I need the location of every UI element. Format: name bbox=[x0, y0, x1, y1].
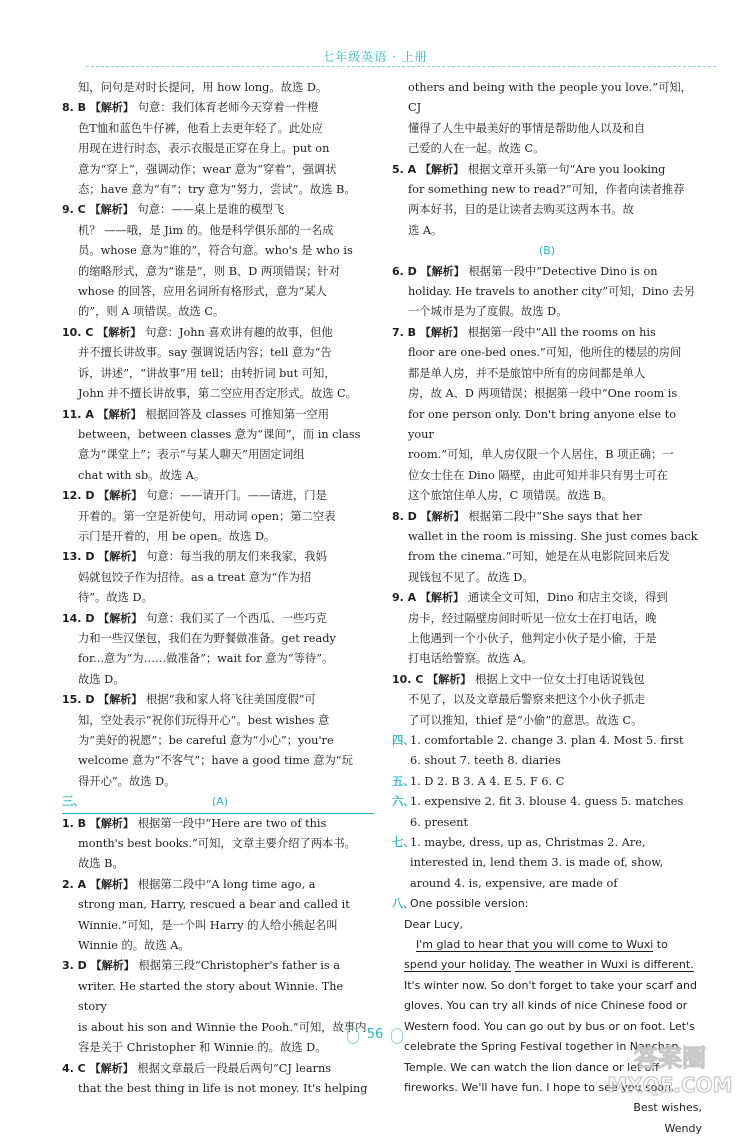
item-number: 2. A bbox=[62, 877, 91, 891]
item-number: 3. D bbox=[62, 959, 91, 973]
section-answers: 1. D 2. B 3. A 4. E 5. F 6. C bbox=[410, 774, 565, 788]
line-text: wallet in the room is missing. She just comes back bbox=[408, 529, 698, 543]
line-text: room.”可知，单人房仅限一个人居住，B 项正确；一 bbox=[408, 448, 674, 462]
section-answers: interested in, lend them 3. is made of, show, bbox=[410, 856, 664, 870]
line-text: strong man, Harry, rescued a bear and called it bbox=[78, 898, 350, 912]
answer-line bbox=[62, 609, 374, 629]
answer-line bbox=[62, 814, 374, 834]
essay-line: Temple. We can watch the lion dance or let off bbox=[404, 1060, 660, 1074]
essay-line: fireworks. We'll have fun. I hope to see you soon. bbox=[404, 1080, 675, 1094]
svg-text:答案圈: 答案圈 bbox=[634, 1044, 706, 1072]
essay-line: I'm glad to hear that you will come to Wuxi to bbox=[416, 938, 668, 952]
answer-line bbox=[62, 384, 374, 404]
line-text: 员。whose 意为“谁的”，符合句意。who's 是 who is bbox=[78, 244, 353, 258]
item-number: 14. D bbox=[62, 611, 99, 625]
answer-item bbox=[62, 405, 374, 487]
answer-line bbox=[62, 405, 374, 425]
answer-line bbox=[392, 139, 702, 159]
answer-item bbox=[392, 507, 702, 589]
answer-line bbox=[62, 1059, 374, 1079]
left-column bbox=[62, 78, 374, 1099]
essay-block bbox=[392, 894, 702, 1139]
line-text: 根据第一段中“Detective Dino is on bbox=[468, 264, 658, 278]
answer-line bbox=[392, 588, 702, 608]
line-text: 打电话给警察。故选 A。 bbox=[408, 652, 533, 666]
line-text: 现钱包不见了。故选 D。 bbox=[408, 570, 534, 584]
line-text: for...意为“为……做准备”；wait for 意为“等待”。 bbox=[78, 652, 334, 666]
item-number: 9. A bbox=[392, 591, 421, 605]
answer-line bbox=[62, 956, 374, 976]
answer-line bbox=[62, 241, 374, 261]
answer-item bbox=[392, 78, 702, 160]
line-text: others and being with the people you love.”可知，CJ bbox=[408, 81, 692, 115]
section-3-heading bbox=[62, 792, 374, 813]
svg-text:MXQE.COM: MXQE.COM bbox=[607, 1073, 733, 1097]
answer-line bbox=[62, 875, 374, 895]
line-text: 一个城市是为了度假。故选 D。 bbox=[408, 305, 568, 319]
line-text: 知，空处表示“祝你们玩得开心”。best wishes 意 bbox=[78, 713, 330, 727]
essay-underlined: I'm glad to hear that you will come to Wuxi bbox=[416, 938, 654, 952]
answer-item bbox=[392, 670, 702, 731]
answer-line bbox=[62, 670, 374, 690]
line-text: 知，问句是对时长提问，用 how long。故选 D。 bbox=[78, 81, 328, 94]
section-label: 七、 bbox=[392, 836, 415, 850]
line-text: chat with sb。故选 A。 bbox=[78, 468, 206, 482]
answer-line bbox=[62, 629, 374, 649]
line-text: 句意：我们体育老师今天穿着一件橙 bbox=[137, 101, 319, 115]
answer-line bbox=[62, 119, 374, 139]
answer-line bbox=[62, 180, 374, 200]
answer-line bbox=[392, 445, 702, 465]
line-text: 这个旅馆住单人房，C 项错误。故选 B。 bbox=[408, 489, 613, 503]
answer-line bbox=[62, 690, 374, 710]
header-divider bbox=[86, 66, 716, 67]
item-number: 8. B bbox=[62, 101, 90, 115]
answer-line bbox=[62, 425, 374, 445]
answer-line bbox=[392, 364, 702, 384]
line-text: 句意：John 喜欢讲有趣的故事，但他 bbox=[145, 325, 333, 339]
analysis-tag: 【解析】 bbox=[419, 325, 468, 339]
line-text: 示门是开着的，用 be open。故选 D。 bbox=[78, 529, 276, 543]
answer-item bbox=[62, 200, 374, 322]
analysis-tag: 【解析】 bbox=[420, 264, 469, 278]
answer-line bbox=[392, 649, 702, 669]
line-text: 为“美好的祝愿”；be careful 意为“小心”；you're bbox=[78, 734, 334, 747]
essay-closing: Best wishes, bbox=[633, 1101, 702, 1115]
answer-line bbox=[62, 895, 374, 915]
line-text: holiday. He travels to another city”可知，Dino 去另 bbox=[408, 285, 695, 299]
answer-line bbox=[62, 78, 374, 98]
line-text: 根据第二段中“A long time ago, a bbox=[137, 877, 316, 891]
answer-line bbox=[62, 588, 374, 608]
section-label: 五、 bbox=[392, 774, 415, 788]
answer-item bbox=[392, 160, 702, 242]
answer-item bbox=[62, 956, 374, 1058]
line-text: 诉，讲述”，“讲故事”用 tell；由转折词 but 可知， bbox=[78, 366, 336, 380]
line-text: 懂得了人生中最美好的事情是帮助他人以及和自 bbox=[408, 121, 646, 135]
answer-line bbox=[392, 711, 702, 731]
analysis-tag: 【解析】 bbox=[90, 959, 139, 973]
answer-item bbox=[62, 547, 374, 608]
answer-line bbox=[62, 731, 374, 751]
essay-line: gloves. You can try all kinds of nice Chinese food or bbox=[404, 999, 688, 1013]
line-text: floor are one-bed ones.”可知，他所住的楼层的房间 bbox=[408, 346, 682, 360]
section-block bbox=[392, 772, 702, 792]
line-text: 用现在进行时态，表示衣服是正穿在身上。put on bbox=[78, 142, 330, 156]
line-text: 色T恤和蓝色牛仔裤，他看上去更年轻了。此处应 bbox=[78, 121, 323, 135]
line-text: 根据第二段中“She says that her bbox=[468, 509, 642, 523]
section-line bbox=[392, 731, 702, 751]
analysis-tag: 【解析】 bbox=[98, 611, 147, 625]
watermark-logo bbox=[600, 1040, 740, 1100]
line-text: 容是关于 Christopher 和 Winnie 的。故选 D。 bbox=[78, 1041, 327, 1055]
answer-item bbox=[62, 1059, 374, 1100]
line-text: from the cinema.”可知，她是在从电影院回来后发 bbox=[408, 550, 670, 564]
answer-line bbox=[392, 200, 702, 220]
answer-line bbox=[62, 323, 374, 343]
line-text: 房，故 A、D 两项错误；根据第一段中“One room is bbox=[408, 387, 678, 401]
section-label: 八、 bbox=[392, 897, 414, 911]
essay-line: Western food. You can go out by bus or on foot. Let's bbox=[404, 1019, 695, 1033]
answer-line bbox=[62, 139, 374, 159]
line-text: 房卡，经过隔壁房间时听见一位女士在打电话，晚 bbox=[408, 611, 657, 625]
line-text: 句意：我们买了一个西瓜、一些巧克 bbox=[146, 611, 327, 625]
essay-line: celebrate the Spring Festival together in Nanchan bbox=[404, 1040, 679, 1054]
line-text: 己爱的人在一起。故选 C。 bbox=[408, 142, 545, 156]
line-text: whose 的回答，应用名词所有格形式，意为“某人 bbox=[78, 285, 327, 299]
line-text: 根据第三段“Christopher's father is a bbox=[138, 959, 341, 973]
answer-line bbox=[392, 119, 702, 139]
line-text: 态；have 意为“有”；try 意为“努力，尝试”。故选 B。 bbox=[78, 183, 356, 197]
line-text: Winnie.”可知，是一个叫 Harry 的人给小熊起名叫 bbox=[78, 918, 338, 932]
analysis-tag: 【解析】 bbox=[98, 489, 147, 503]
answer-line bbox=[392, 405, 702, 446]
answer-item bbox=[62, 98, 374, 200]
item-number: 15. D bbox=[62, 693, 99, 707]
answer-line bbox=[62, 834, 374, 854]
answer-line bbox=[62, 445, 374, 465]
page-number: 56 bbox=[355, 1025, 395, 1045]
answer-line bbox=[392, 568, 702, 588]
item-number: 8. D bbox=[392, 509, 421, 523]
analysis-tag: 【解析】 bbox=[98, 693, 147, 707]
item-number: 11. A bbox=[62, 407, 98, 421]
item-number: 13. D bbox=[62, 550, 99, 564]
answer-line bbox=[62, 1018, 374, 1038]
item-number: 9. C bbox=[62, 203, 90, 217]
section-line bbox=[392, 792, 702, 812]
answer-line bbox=[62, 936, 374, 956]
item-number: 7. B bbox=[392, 325, 420, 339]
answer-line bbox=[62, 507, 374, 527]
answer-line bbox=[62, 527, 374, 547]
section-answers: 1. comfortable 2. change 3. plan 4. Most 5. first bbox=[410, 734, 684, 747]
line-text: is about his son and Winnie the Pooh.”可知，故事内 bbox=[78, 1020, 367, 1034]
essay-salutation: Dear Lucy, bbox=[404, 917, 463, 931]
answer-item bbox=[62, 609, 374, 691]
running-header: 七年级英语 · 上册 bbox=[322, 50, 428, 64]
line-text: 都是单人房，并不是旅馆中所有的房间都是单人 bbox=[408, 366, 646, 380]
section-line bbox=[392, 751, 702, 771]
answer-line bbox=[392, 384, 702, 404]
section-block bbox=[392, 731, 702, 772]
line-text: 意为“穿上”，强调动作；wear 意为“穿着”，强调状 bbox=[78, 162, 337, 176]
line-text: 故选 D。 bbox=[78, 672, 125, 686]
answer-line bbox=[392, 670, 702, 690]
essay-line bbox=[392, 955, 702, 975]
line-text: 的缩略形式，意为“谁是”，则 B、D 两项错误；针对 bbox=[78, 264, 341, 278]
item-number: 4. C bbox=[62, 1061, 90, 1075]
line-text: 位女士住在 Dino 隔壁，由此可知并非只有男士可在 bbox=[408, 468, 668, 482]
answer-line bbox=[392, 629, 702, 649]
line-text: 根据第一段中“All the rooms on his bbox=[467, 325, 656, 339]
analysis-tag: 【解析】 bbox=[89, 1061, 138, 1075]
analysis-tag: 【解析】 bbox=[427, 672, 476, 686]
answer-line bbox=[62, 854, 374, 874]
section-label: 四、 bbox=[392, 734, 415, 747]
line-text: 得开心”。故选 D。 bbox=[78, 774, 176, 788]
answer-item bbox=[392, 588, 702, 670]
answer-line bbox=[62, 262, 374, 282]
answer-line bbox=[62, 772, 374, 792]
answer-line bbox=[392, 302, 702, 322]
section-answers: 6. shout 7. teeth 8. diaries bbox=[410, 754, 561, 768]
answer-line bbox=[62, 977, 374, 1018]
subsection-label: (A) bbox=[211, 795, 229, 809]
answer-line bbox=[62, 1038, 374, 1058]
essay-line: It's winter now. So don't forget to take your scarf and bbox=[404, 978, 698, 992]
section-line bbox=[392, 813, 702, 833]
analysis-tag: 【解析】 bbox=[420, 591, 468, 605]
analysis-tag: 【解析】 bbox=[97, 325, 146, 339]
answer-line bbox=[392, 507, 702, 527]
answer-line bbox=[392, 282, 702, 302]
item-number: 12. D bbox=[62, 489, 99, 503]
line-text: 根据文章开头第一句“Are you looking bbox=[467, 162, 666, 176]
item-number: 10. C bbox=[392, 672, 428, 686]
answer-item bbox=[62, 323, 374, 405]
answer-line bbox=[392, 323, 702, 343]
line-text: between，between classes 意为“课间”，而 in class bbox=[78, 427, 361, 441]
answer-line bbox=[392, 547, 702, 567]
section-line bbox=[392, 853, 702, 873]
line-text: for one person only. Don't bring anyone else to your bbox=[408, 407, 677, 441]
answer-line bbox=[392, 343, 702, 363]
line-text: 不见了，以及文章最后警察来把这个小伙子抓走 bbox=[408, 693, 646, 707]
answer-item bbox=[62, 78, 374, 98]
analysis-tag: 【解析】 bbox=[98, 550, 147, 564]
analysis-tag: 【解析】 bbox=[89, 816, 138, 830]
line-text: 根据第一段中“Here are two of this bbox=[137, 816, 327, 830]
section-block bbox=[392, 792, 702, 833]
section-line bbox=[392, 874, 702, 894]
answer-line bbox=[62, 751, 374, 771]
answer-item bbox=[392, 323, 702, 507]
answer-line bbox=[62, 649, 374, 669]
line-text: 根据文章最后一段最后两句“CJ learns bbox=[137, 1061, 332, 1075]
answer-line bbox=[62, 916, 374, 936]
line-text: 选 A。 bbox=[408, 223, 443, 237]
line-text: welcome 意为“不客气”；have a good time 意为“玩 bbox=[78, 754, 353, 768]
section-answers: 1. expensive 2. fit 3. blouse 4. guess 5. matches bbox=[410, 795, 684, 809]
answer-line bbox=[62, 364, 374, 384]
item-number: 5. A bbox=[392, 162, 421, 176]
section-block bbox=[392, 833, 702, 894]
line-text: 开着的。第一空是祈使句，用动词 open；第二空表 bbox=[78, 509, 336, 523]
essay-signature: Wendy bbox=[664, 1121, 702, 1135]
answer-item bbox=[392, 262, 702, 323]
answer-line bbox=[392, 78, 702, 119]
answer-line bbox=[392, 609, 702, 629]
item-number: 1. B bbox=[62, 816, 90, 830]
answer-line bbox=[62, 282, 374, 302]
line-text: for something new to read?”可知，作者向读者推荐 bbox=[408, 183, 685, 197]
line-text: 根据回答及 classes 可推知第一空用 bbox=[145, 407, 330, 421]
line-text: 句意：每当我的朋友们来我家，我妈 bbox=[146, 550, 327, 564]
answer-line bbox=[62, 568, 374, 588]
analysis-tag: 【解析】 bbox=[90, 877, 138, 891]
line-text: 上他遇到一个小伙子，他判定小伙子是小偷，于是 bbox=[408, 631, 657, 645]
line-text: writer. He started the story about Winnie. The story bbox=[78, 979, 344, 1014]
line-text: 机？ ——哦，是 Jim 的。他是科学俱乐部的一名成 bbox=[78, 223, 334, 237]
section-line bbox=[392, 833, 702, 853]
line-text: 根据上文中一位女士打电话说钱包 bbox=[475, 672, 645, 686]
answer-line bbox=[392, 486, 702, 506]
analysis-tag: 【解析】 bbox=[97, 407, 146, 421]
analysis-tag: 【解析】 bbox=[89, 203, 138, 217]
essay-intro-line bbox=[392, 894, 702, 914]
answer-line bbox=[62, 547, 374, 567]
answer-line bbox=[392, 527, 702, 547]
answer-item bbox=[62, 486, 374, 547]
answer-line bbox=[62, 200, 374, 220]
analysis-tag: 【解析】 bbox=[89, 101, 138, 115]
section-answers: around 4. is, expensive, are made of bbox=[410, 876, 618, 890]
right-column bbox=[392, 78, 702, 1139]
line-text: 并不擅长讲故事。say 强调说话内容；tell 意为“告 bbox=[78, 346, 332, 360]
subsection-b-label: (B) bbox=[538, 244, 556, 258]
line-text: 妈就包饺子作为招待。as a treat 意为“作为招 bbox=[78, 570, 312, 584]
item-number: 6. D bbox=[392, 264, 421, 278]
answer-line bbox=[392, 180, 702, 200]
line-text: 的”，则 A 项错误。故选 C。 bbox=[78, 305, 225, 319]
answer-item bbox=[62, 814, 374, 875]
answer-line bbox=[392, 221, 702, 241]
line-text: John 并不擅长讲故事，第二空应用否定形式。故选 C。 bbox=[78, 387, 357, 401]
essay-intro: One possible version: bbox=[410, 897, 529, 911]
line-text: 通读全文可知，Dino 和店主交谈，得到 bbox=[467, 591, 668, 605]
section-answers: 1. maybe, dress, up as, Christmas 2. Are, bbox=[410, 836, 646, 850]
section-label: 六、 bbox=[392, 795, 415, 809]
analysis-tag: 【解析】 bbox=[420, 162, 468, 176]
line-text: 了可以推知，thief 是“小偷”的意思。故选 C。 bbox=[408, 713, 643, 727]
line-text: Winnie 的。故选 A。 bbox=[78, 939, 190, 953]
essay-underlined: spend your holiday. bbox=[404, 958, 512, 972]
line-text: 句意：——桌上是谁的模型飞 bbox=[137, 203, 285, 217]
line-text: month's best books.”可知，文章主要介绍了两本书。 bbox=[78, 837, 356, 851]
line-text: 根据“我和家人将飞往美国度假”可 bbox=[146, 693, 316, 707]
answer-line bbox=[62, 343, 374, 363]
essay-underlined: The weather in Wuxi is different. bbox=[514, 958, 694, 972]
line-text: 故选 B。 bbox=[78, 857, 124, 871]
answer-line bbox=[62, 160, 374, 180]
answer-line bbox=[392, 690, 702, 710]
answer-line bbox=[62, 466, 374, 486]
section-answers: 6. present bbox=[410, 815, 468, 829]
answer-line bbox=[62, 302, 374, 322]
section-label: 三、 bbox=[62, 795, 85, 809]
answer-line bbox=[62, 221, 374, 241]
answer-item bbox=[62, 690, 374, 792]
answer-line bbox=[62, 98, 374, 118]
answer-line bbox=[62, 711, 374, 731]
answer-line bbox=[62, 486, 374, 506]
answer-line bbox=[392, 466, 702, 486]
analysis-tag: 【解析】 bbox=[420, 509, 469, 523]
answer-line bbox=[62, 1079, 374, 1099]
section-line bbox=[392, 772, 702, 792]
line-text: that the best thing in life is not money. It's helping bbox=[78, 1081, 368, 1095]
item-number: 10. C bbox=[62, 325, 98, 339]
answer-item bbox=[62, 875, 374, 957]
answer-line bbox=[392, 262, 702, 282]
line-text: 意为“课堂上”；表示“与某人聊天”用固定词组 bbox=[78, 448, 305, 462]
answer-line bbox=[392, 160, 702, 180]
line-text: 力和一些汉堡包，我们在为野餐做准备。get ready bbox=[78, 631, 336, 645]
line-text: 待”。故选 D。 bbox=[78, 591, 153, 605]
line-text: 句意：——请开门。——请进，门是 bbox=[146, 489, 327, 503]
line-text: 两本好书，目的是让读者去购买这两本书。故 bbox=[408, 203, 634, 217]
